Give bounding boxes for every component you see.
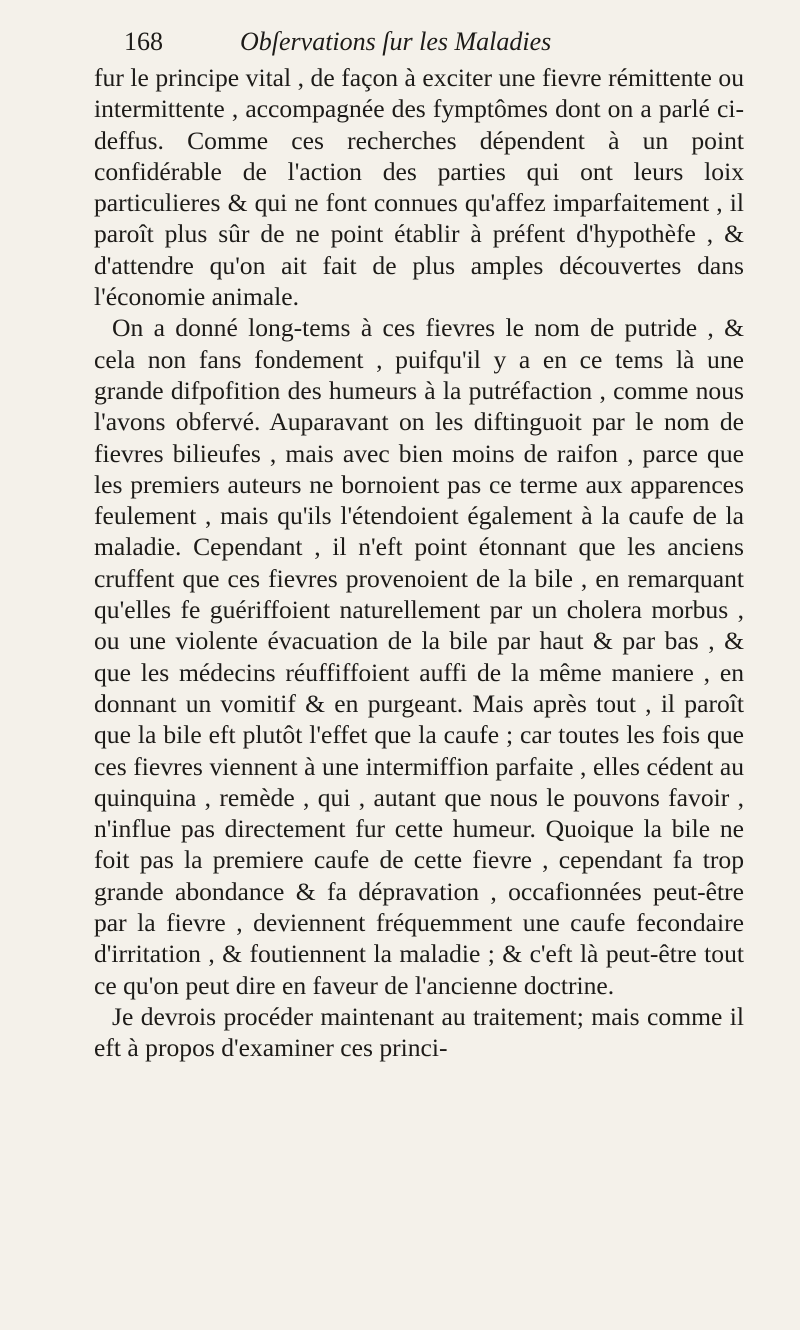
paragraph-2: On a donné long-tems à ces fievres le nom de putride , & cela non fans fondement , puifqu'il y a en ce tems là une grande difpofition des humeurs à la putréfaction , comme nous l'avons obfervé. Auparavant on les diftinguoit par le nom de fievres bilieufes , mais avec bien moins de raifon , parce que les premiers auteurs ne bornoient pas ce terme aux apparences feulement , mais qu'ils l'étendoient également à la caufe de la maladie. Cependant , il n'eft point étonnant que les anciens cruffent que ces fievres provenoient de la bile , en remarquant qu'elles fe guériffoient naturellement par un cholera morbus , ou une violente évacuation de la bile par haut & par bas , & que les médecins réuffiffoient auffi de la même maniere , en donnant un vomitif & en purgeant. Mais après tout , il paroît que la bile eft plutôt l'effet que la caufe ; car toutes les fois que ces fievres viennent à une intermiffion parfaite , elles cédent au quinquina , remède , qui , autant que nous le pouvons favoir , n'influe pas directement fur cette humeur. Quoique la bile ne foit pas la premiere caufe de cette fievre , cependant fa trop grande abondance & fa dépravation , occafionnées peut-être par la fievre , deviennent fréquemment une caufe fecondaire d'irritation , & foutiennent la maladie ; & c'eft là peut-être tout ce qu'on peut dire en faveur de l'ancienne doctrine. [94, 313, 744, 1000]
running-head [94, 22, 744, 62]
running-title: Obſervations ſur les Maladies [240, 27, 552, 56]
page-body [94, 62, 744, 1064]
paragraph-3: Je devrois procéder maintenant au traitement; mais comme il eft à propos d'examiner ces princi- [94, 1001, 744, 1063]
page-number: 168 [124, 27, 163, 56]
paragraph-1: fur le principe vital , de façon à exciter une fievre rémittente ou intermittente , accompagnée des fymptômes dont on a parlé ci-deffus. Comme ces recherches dépendent à un point confidérable de l'action des parties qui ont leurs loix particulieres & qui ne font connues qu'affez imparfaitement , il paroît plus sûr de ne point établir à préfent d'hypothèfe , & d'attendre qu'on ait fait de plus amples découvertes dans l'économie animale. [94, 63, 744, 312]
